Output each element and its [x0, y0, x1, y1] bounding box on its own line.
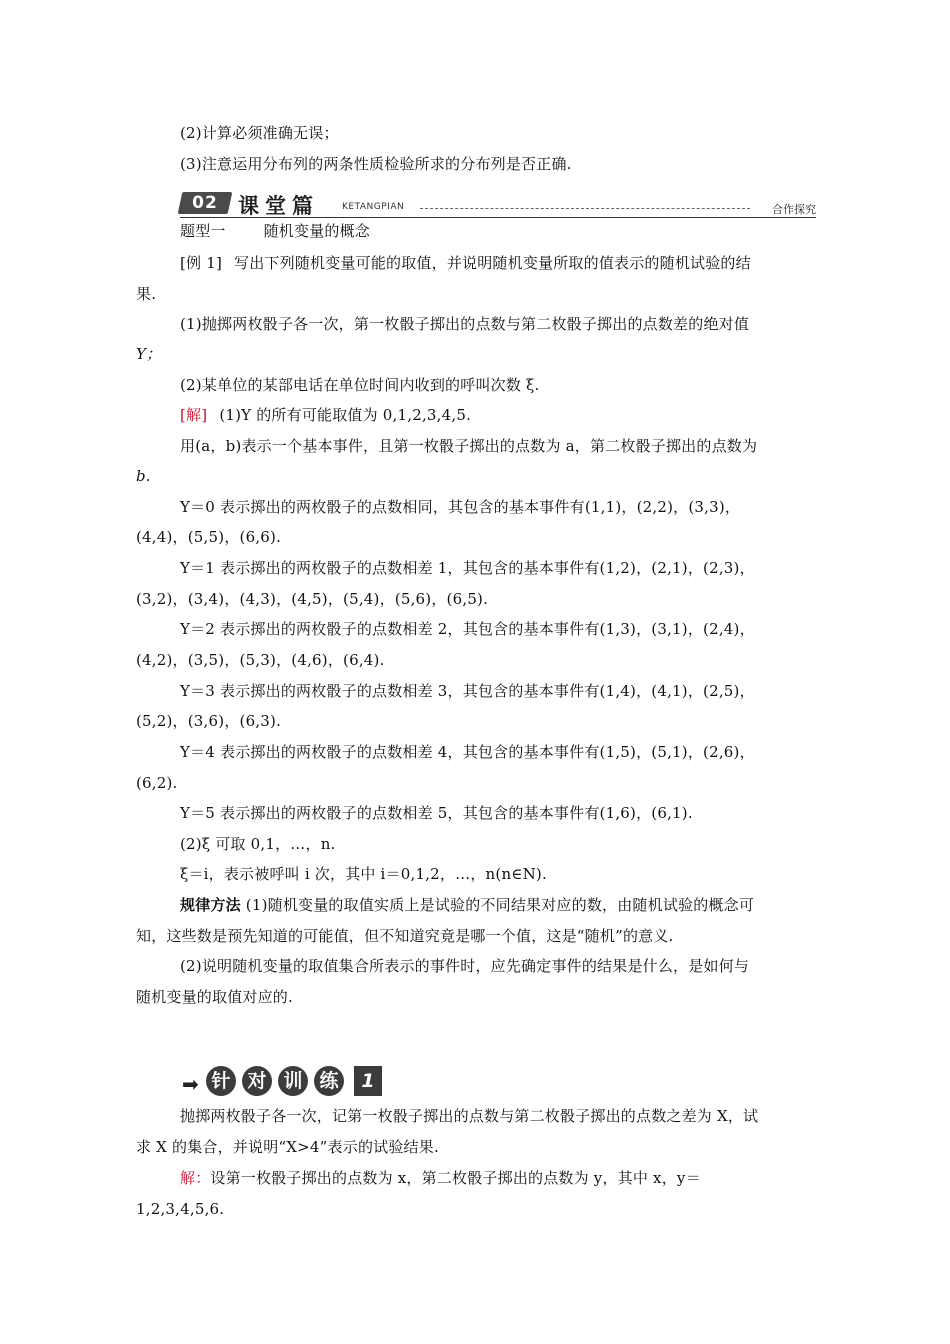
- y4-line-2: (6,2).: [136, 774, 178, 792]
- y3-line-1: Y＝3 表示掷出的两枚骰子的点数相差 3，其包含的基本事件有(1,4)，(4,1)，(2,5)，: [180, 682, 755, 700]
- training-char-4: 练: [314, 1066, 344, 1096]
- training-question-line-2: 求 X 的集合，并说明“X>4”表示的试验结果.: [136, 1138, 439, 1156]
- training-solution-tag: 解：: [180, 1169, 211, 1187]
- y0-line-1: Y＝0 表示掷出的两枚骰子的点数相同，其包含的基本事件有(1,1)，(2,2)，(3,3)，: [180, 498, 741, 516]
- method-line-4: 随机变量的取值对应的.: [136, 988, 293, 1006]
- solution-line-3: b.: [136, 467, 151, 485]
- method-line-3: (2)说明随机变量的取值集合所表示的事件时，应先确定事件的结果是什么，是如何与: [180, 957, 750, 975]
- training-question-line-1: 抛掷两枚骰子各一次，记第一枚骰子掷出的点数与第二枚骰子掷出的点数之差为 X，试: [180, 1107, 759, 1125]
- solution-tag: [解]: [180, 406, 208, 424]
- topic-label: 题型一: [180, 222, 226, 240]
- training-char-2: 对: [242, 1066, 272, 1096]
- question-1-line-2: Y；: [136, 345, 162, 363]
- section-banner: [180, 188, 816, 218]
- y1-line-2: (3,2)，(3,4)，(4,3)，(4,5)，(5,4)，(5,6)，(6,5).: [136, 590, 489, 608]
- training-solution-text: 设第一枚骰子掷出的点数为 x，第二枚骰子掷出的点数为 y，其中 x，y＝: [210, 1169, 701, 1187]
- example-line-2: 果.: [136, 285, 157, 303]
- arrow-right-icon: ➡: [182, 1072, 199, 1096]
- example-text: 写出下列随机变量可能的取值，并说明随机变量所取的值表示的随机试验的结: [234, 254, 751, 272]
- section-number-badge: 02: [178, 192, 233, 214]
- xi-meaning-line: ξ＝i，表示被呼叫 i 次，其中 i＝0,1,2，…，n(n∈N).: [180, 865, 547, 883]
- banner-rule: [180, 217, 816, 218]
- y2-line-1: Y＝2 表示掷出的两枚骰子的点数相差 2，其包含的基本事件有(1,3)，(3,1)，(2,4)，: [180, 620, 755, 638]
- section-title: 课堂篇: [238, 194, 319, 218]
- training-solution-line-1: [180, 1168, 701, 1188]
- training-char-3: 训: [278, 1066, 308, 1096]
- section-subtitle: KETANGPIAN: [342, 202, 405, 212]
- solution-line-2: 用(a，b)表示一个基本事件，且第一枚骰子掷出的点数为 a，第二枚骰子掷出的点数为: [180, 437, 758, 455]
- solution-line-1: [180, 405, 471, 425]
- training-number: 1: [354, 1066, 382, 1096]
- xi-values-line: (2)ξ 可取 0,1，…，n.: [180, 835, 336, 853]
- example-line-1: [180, 253, 751, 273]
- banner-dashed-divider: [420, 208, 750, 209]
- method-label: 规律方法: [180, 896, 241, 914]
- method-text: (1)随机变量的取值实质上是试验的不同结果对应的数，由随机试验的概念可: [240, 896, 755, 914]
- y1-line-1: Y＝1 表示掷出的两枚骰子的点数相差 1，其包含的基本事件有(1,2)，(2,1)，(2,3)，: [180, 559, 755, 577]
- topic-title: 随机变量的概念: [263, 222, 371, 240]
- question-2: (2)某单位的某部电话在单位时间内收到的呼叫次数 ξ.: [180, 376, 540, 394]
- topic-heading: [180, 221, 370, 241]
- y3-line-2: (5,2)，(3,6)，(6,3).: [136, 712, 282, 730]
- training-char-1: 针: [206, 1066, 236, 1096]
- y2-line-2: (4,2)，(3,5)，(5,3)，(4,6)，(6,4).: [136, 651, 385, 669]
- y5-line: Y＝5 表示掷出的两枚骰子的点数相差 5，其包含的基本事件有(1,6)，(6,1).: [180, 804, 693, 822]
- solution-text: (1)Y 的所有可能取值为 0,1,2,3,4,5.: [219, 406, 472, 424]
- y0-line-2: (4,4)，(5,5)，(6,6).: [136, 528, 282, 546]
- training-solution-line-2: 1,2,3,4,5,6.: [136, 1200, 225, 1218]
- intro-line-2: (3)注意运用分布列的两条性质检验所求的分布列是否正确.: [180, 155, 572, 173]
- section-right-label: 合作探究: [772, 203, 816, 216]
- question-1-line-1: (1)抛掷两枚骰子各一次，第一枚骰子掷出的点数与第二枚骰子掷出的点数差的绝对值: [180, 315, 750, 333]
- y4-line-1: Y＝4 表示掷出的两枚骰子的点数相差 4，其包含的基本事件有(1,5)，(5,1)，(2,6)，: [180, 743, 755, 761]
- intro-line-1: (2)计算必须准确无误；: [180, 124, 339, 142]
- method-line-1: [180, 895, 754, 915]
- method-line-2: 知，这些数是预先知道的可能值，但不知道究竟是哪一个值，这是“随机”的意义.: [136, 927, 674, 945]
- example-tag: [例 1]: [180, 254, 223, 272]
